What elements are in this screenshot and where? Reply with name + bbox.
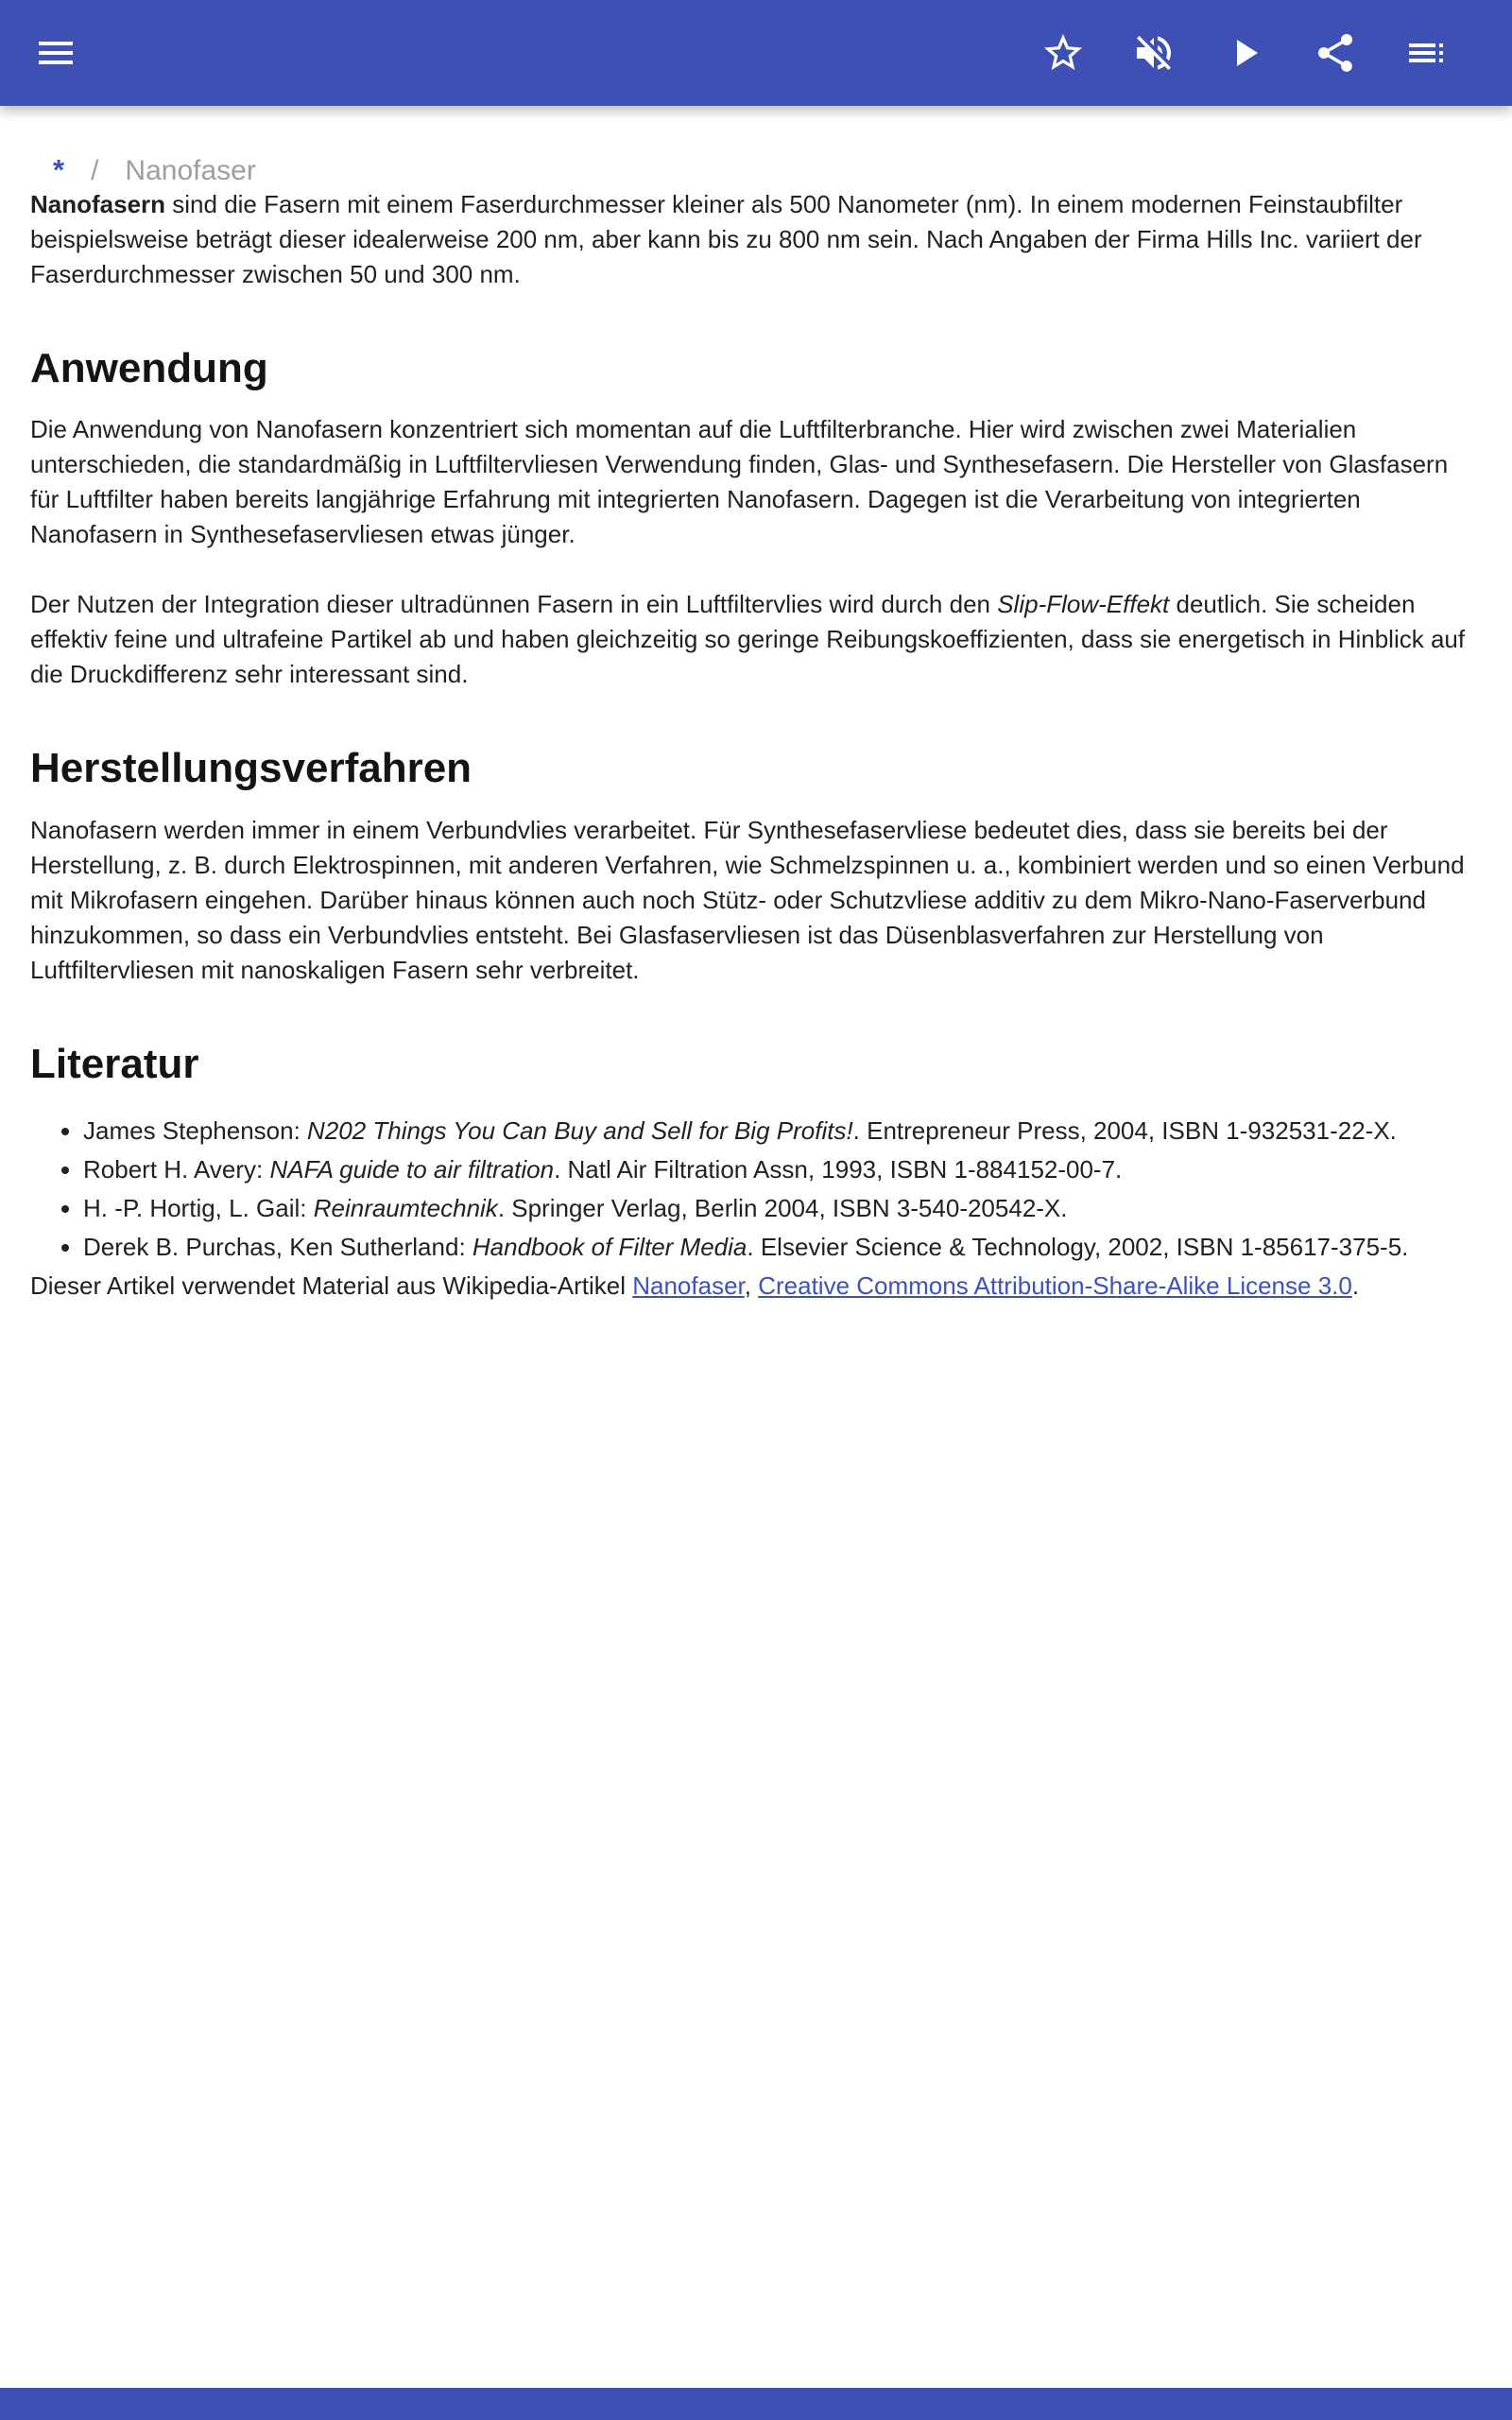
anwendung-p2-term: Slip-Flow-Effekt <box>997 590 1170 619</box>
list-item <box>83 1114 1482 1149</box>
share-icon <box>1313 30 1358 76</box>
lit-title: Handbook of Filter Media <box>472 1232 747 1261</box>
section-heading-herstellungsverfahren: Herstellungsverfahren <box>30 745 472 792</box>
toc-button[interactable] <box>1402 29 1450 77</box>
license-note-post: . <box>1351 1270 1360 1300</box>
intro-lead: Nanofasern <box>30 190 166 218</box>
list-item <box>83 1230 1482 1265</box>
lit-title: Reinraumtechnik <box>313 1193 498 1222</box>
literature-list <box>30 1114 1482 1265</box>
breadcrumb <box>53 153 1482 187</box>
lit-publisher: . Elsevier Science & Technology, 2002, ISBN 1-85617-375-5. <box>747 1232 1409 1261</box>
play-button[interactable] <box>1221 29 1268 77</box>
herstellung-paragraph: Nanofasern werden immer in einem Verbundvlies verarbeitet. Für Synthesefaservliese bedeutet dies, dass sie bereits bei der Herstellung, z. B. durch Elektrospinnen, mit anderen Verfahren, wie Schmelzspinnen u. a., kombiniert werden und so einen Verbund mit Mikrofasern eingehen. Darüber hinaus können auch noch Stütz- oder Schutzvliese additiv zu dem Mikro-Nano-Faserverbund hinzukommen, so dass ein Verbundvlies entsteht. Bei Glasfaservliesen ist das Düsenblasverfahren zur Herstellung von Luftfiltervliesen mit nanoskaligen Fasern sehr verbreitet. <box>30 815 1465 984</box>
license-note-mid: , <box>744 1270 759 1300</box>
breadcrumb-current: Nanofaser <box>125 155 256 186</box>
article-content <box>0 187 1512 1304</box>
list-item <box>83 1191 1482 1226</box>
lit-title: NAFA guide to air filtration <box>269 1154 555 1184</box>
list-item <box>83 1152 1482 1187</box>
section-heading-anwendung: Anwendung <box>30 345 268 391</box>
license-note-pre: Dieser Artikel verwendet Material aus Wikipedia-Artikel <box>30 1270 633 1300</box>
lit-authors: Derek B. Purchas, Ken Sutherland: <box>83 1232 472 1261</box>
lit-publisher: . Springer Verlag, Berlin 2004, ISBN 3-540-20542-X. <box>497 1193 1068 1222</box>
anwendung-p2-pre: Der Nutzen der Integration dieser ultradünnen Fasern in ein Luftfiltervlies wird durch den <box>30 590 998 619</box>
app-bar-actions <box>1040 29 1450 77</box>
license-link[interactable]: Creative Commons Attribution-Share-Alike License 3.0 <box>758 1270 1352 1300</box>
lit-authors: H. -P. Hortig, L. Gail: <box>83 1193 314 1222</box>
menu-icon <box>33 30 78 76</box>
anwendung-p2-post: deutlich. Sie scheiden effektiv feine und ultrafeine Partikel ab und haben gleichzeitig so geringe Reibungskoeffizienten, dass sie energetisch in Hinblick auf die Druckdifferenz sehr interessant sind. <box>30 590 1466 689</box>
lit-authors: James Stephenson: <box>83 1115 308 1145</box>
lit-authors: Robert H. Avery: <box>83 1154 270 1184</box>
star-outline-icon <box>1040 30 1086 76</box>
breadcrumb-separator: / <box>91 155 99 186</box>
play-icon <box>1222 30 1267 76</box>
toc-icon <box>1403 30 1449 76</box>
anwendung-paragraph-1: Die Anwendung von Nanofasern konzentriert sich momentan auf die Luftfilterbranche. Hier wird zwischen zwei Materialien unterschieden, die standardmäßig in Luftfiltervliesen Verwendung finden, Glas- und Synthesefasern. Die Hersteller von Glasfasern für Luftfilter haben bereits langjährige Erfahrung mit integrierten Nanofasern. Dagegen ist die Verarbeitung von integrierten Nanofasern in Synthesefaservliesen etwas jünger. <box>30 415 1449 549</box>
intro-paragraph <box>30 187 1482 292</box>
mute-button[interactable] <box>1130 29 1177 77</box>
app-bar <box>0 0 1512 106</box>
bottom-bar <box>0 2388 1512 2420</box>
lit-publisher: . Natl Air Filtration Assn, 1993, ISBN 1-884152-00-7. <box>554 1154 1123 1184</box>
intro-rest: sind die Fasern mit einem Faserdurchmesser kleiner als 500 Nanometer (nm). In einem modernen Feinstaubfilter beispielsweise beträgt dieser idealerweise 200 nm, aber kann bis zu 800 nm sein. Nach Angaben der Firma Hills Inc. variiert der Faserdurchmesser zwischen 50 und 300 nm. <box>30 190 1422 288</box>
share-button[interactable] <box>1312 29 1359 77</box>
breadcrumb-home-link[interactable]: * <box>53 153 65 186</box>
license-note <box>30 1269 1482 1304</box>
volume-off-icon <box>1131 30 1177 76</box>
menu-button[interactable] <box>32 29 79 77</box>
lit-publisher: . Entrepreneur Press, 2004, ISBN 1-932531-22-X. <box>852 1115 1397 1145</box>
wikipedia-article-link[interactable]: Nanofaser <box>632 1270 745 1300</box>
lit-title: N202 Things You Can Buy and Sell for Big Profits! <box>307 1115 853 1145</box>
anwendung-paragraph-2 <box>30 587 1482 692</box>
favorite-button[interactable] <box>1040 29 1087 77</box>
section-heading-literatur: Literatur <box>30 1040 199 1087</box>
